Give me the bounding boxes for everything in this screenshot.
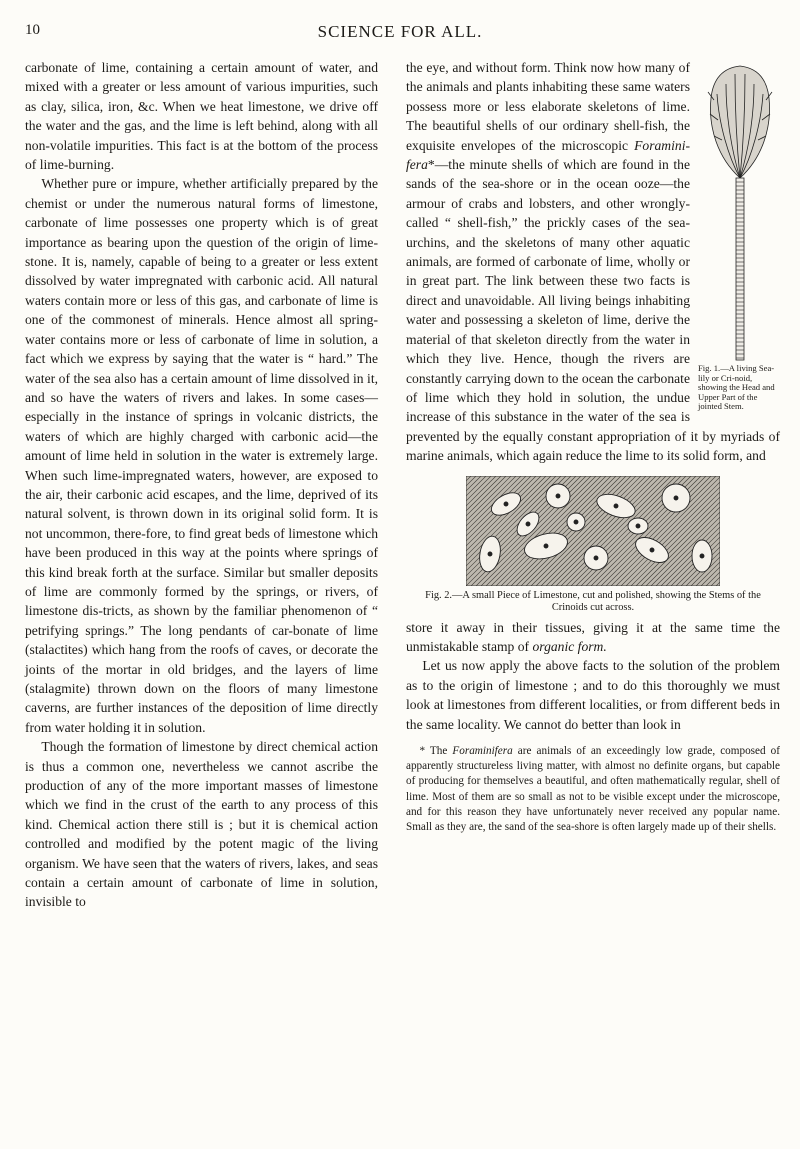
- italic-term: organic form.: [532, 638, 607, 654]
- paragraph: [406, 618, 780, 657]
- figure-1: [698, 60, 780, 412]
- running-head: SCIENCE FOR ALL.: [317, 22, 483, 41]
- text-run: are animals of an exceedingly low grade, composed of apparently structureless living matter, with almost no definite organs, but capable of producing for themselves a beautiful, and often mathematically regular, shell of lime. Most of them are so small as not to be visible except under the microscope, and for this reason they have unfortunately never received any popular name. Small as they are, the sand of the sea-shore is often largely made up of their shells.: [406, 744, 780, 833]
- text-run: *—the minute shells of which are found in the sands of the sea-shore or in the ocean ooze—the armour of crabs and lobsters, and other wrongly-called “ shell-fish,” the prickly cases of the sea-urchins, and the skeletons of many other aquatic animals, are formed of carbonate of lime, wholly or in great part. The link between these two facts is direct and unavoidable. All living beings inhabiting water and possessing a skeleton of lime, derive the material of that skeleton directly from the water in which they live. Hence, though the rivers are constantly carrying down to the ocean the carbonate of lime which they hold in solution, the undue increase of this substance in the water of the sea is prevented by the equally constant appropriation of it by myriads of marine animals, which again reduce the lime to its solid form, and: [406, 157, 780, 464]
- italic-term: Foramini-fera: [406, 137, 690, 173]
- figure-2-caption: Fig. 2.—A small Piece of Limestone, cut and polished, showing the Stems of the Crinoids cut across.: [425, 589, 761, 613]
- crinoid-illustration: [704, 60, 776, 362]
- limestone-illustration: [466, 476, 720, 586]
- text-run: store it away in their tissues, giving it at the same time the unmistakable stamp of: [406, 619, 780, 654]
- paragraph: Whether pure or impure, whether artificially prepared by the chemist or under the numerous natural forms of limestone, carbonate of lime possesses one property which is of great importance as bearing upon the question of the origin of lime-stone. It is, namely, capable of being to a greater or less extent dissolved by water impregnated with carbonic acid. All natural waters contain more or less of this gas, and carbonate of lime is one of the commonest of minerals. Hence almost all spring-water contains more or less of carbonate of lime in solution, a fact which we express by saying that the water is “ hard.” The water of the sea also has a certain amount of lime dissolved in it, and so have the waters of rivers and lakes. In some cases— especially in the instance of springs in volcanic districts, the waters of which are highly charged with carbonic acid—the amount of lime held in solution in the water is extremely large. When such lime-impregnated waters, however, are exposed to the air, their carbonic acid escapes, and the lime, deprived of its natural solvent, is thrown down in its original solid form. It is not uncommon, there-fore, to find great beds of limestone which have been produced in this way at the points where springs of this kind break forth at the surface. Similar but smaller deposits of lime are commonly formed by the springs, or rivers, of limestone dis-tricts, as shown by the familiar phenomenon of “ petrifying springs.” The long pendants of car-bonate of lime (stalactites) which hang from the roofs of caves, or decorate the joints of the mortar in old bridges, and the layers of lime (stalagmite) thrown down on the floors of many limestone caverns, are further instances of the deposition of lime directly from water holding it in solution.: [25, 176, 378, 735]
- italic-term: Foraminifera: [452, 744, 513, 757]
- paragraph: Let us now apply the above facts to the solution of the problem as to the origin of limestone ; and to do this thoroughly we must look at limestones from different localities, or from different beds in the same locality. We cannot do better than look in: [406, 658, 780, 732]
- left-column: [25, 58, 378, 912]
- figure-2: [406, 476, 780, 614]
- text-run: * The: [419, 744, 453, 757]
- paragraph: carbonate of lime, containing a certain amount of water, and mixed with a greater or less amount of various impurities, such as clay, silica, iron, &c. When we heat limestone, we drive off the water and the gas, and the lime is left behind, along with all non-volatile impurities. This fact is at the bottom of the process of lime-burning.: [25, 60, 378, 173]
- page-header: [0, 0, 800, 50]
- page-number: 10: [25, 22, 40, 38]
- footnote: [406, 744, 780, 835]
- right-column: [406, 58, 780, 835]
- text-run: the eye, and without form. Think now how many of the animals and plants inhabiting these same waters possess more or less elaborate skeletons of lime. The beautiful shells of our ordinary shell-fish, the exquisite envelopes of the microscopic: [406, 60, 690, 153]
- paragraph: Though the formation of limestone by direct chemical action is thus a common one, nevertheless we cannot ascribe the production of any of the more important masses of limestone which we find in the crust of the earth to any process of this kind. Chemical action there still is ; but it is chemical action controlled and modified by the potent magic of the living organism. We have seen that the waters of rivers, lakes, and seas contain a certain amount of carbonate of lime in solution, invisible to: [25, 739, 378, 910]
- figure-1-caption: Fig. 1.—A living Sea-lily or Cri-noid, showing the Head and Upper Part of the jointed Stem.: [698, 363, 775, 412]
